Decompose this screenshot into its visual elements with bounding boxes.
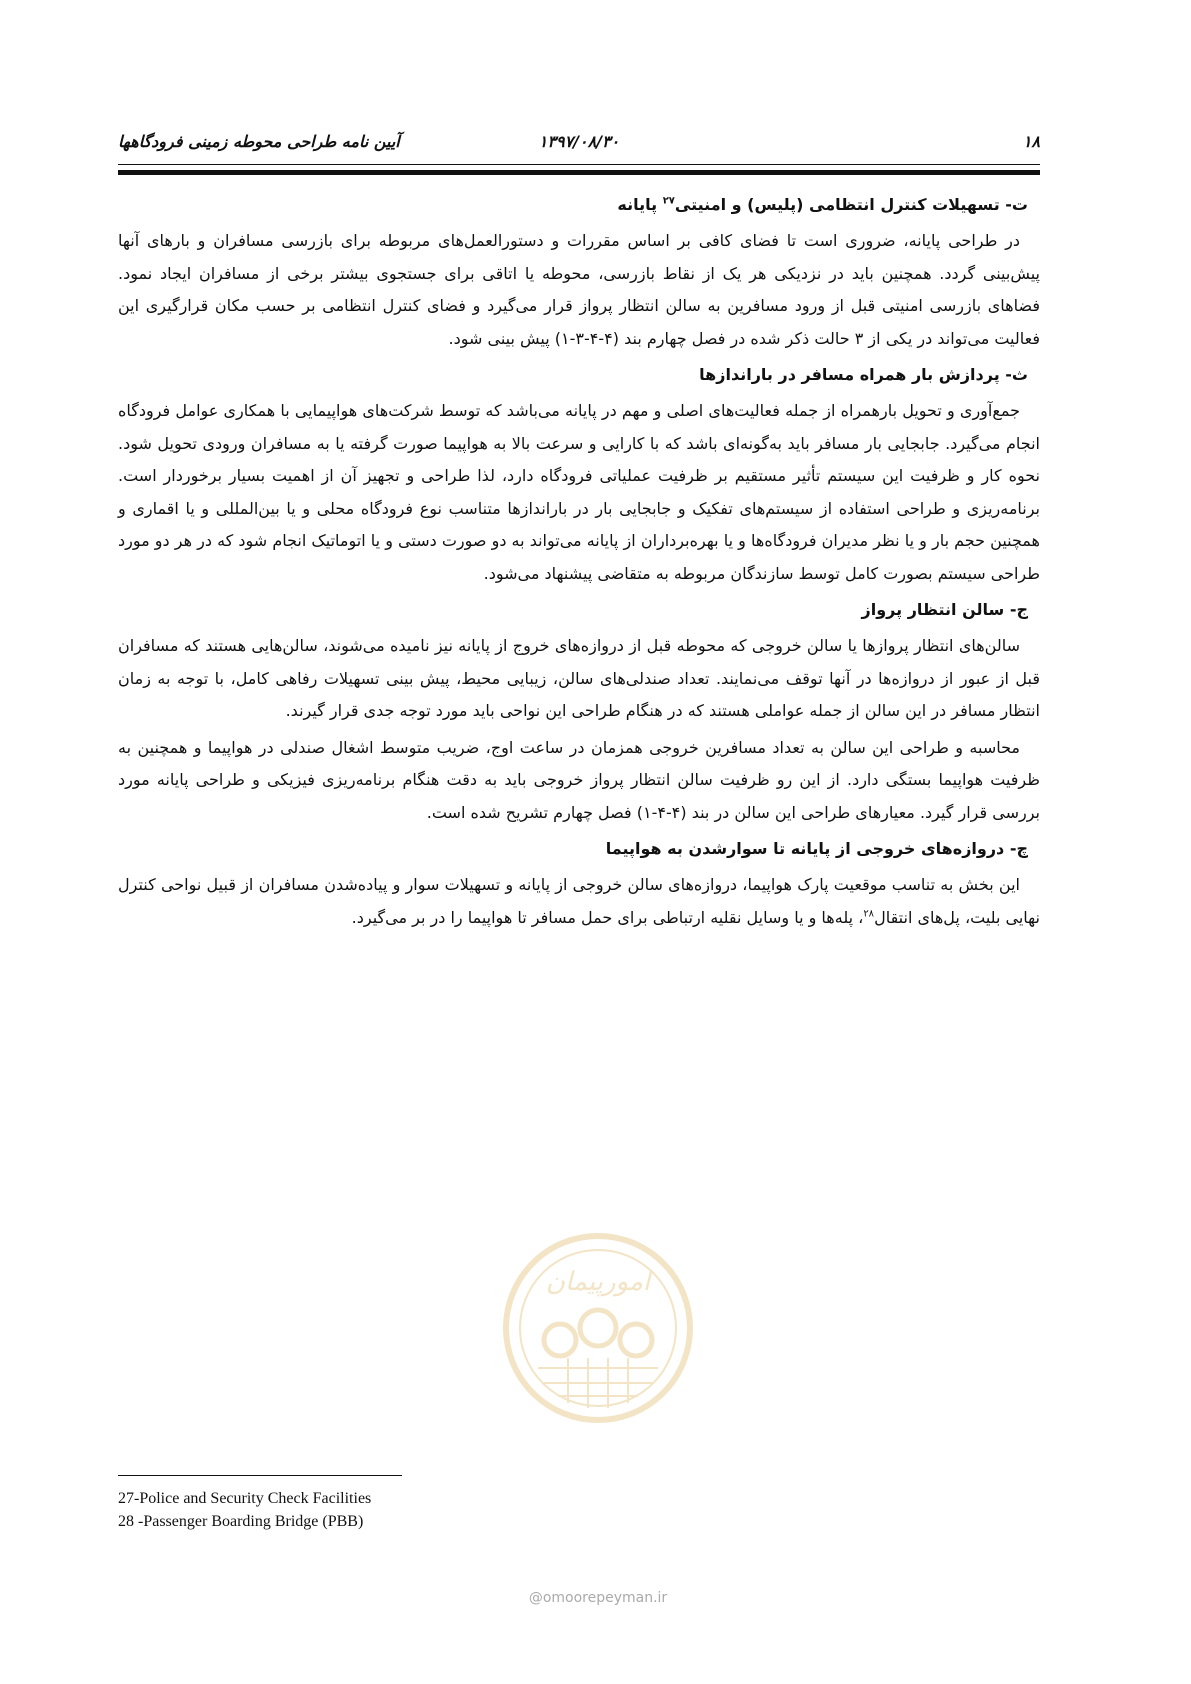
paragraph: این بخش به تناسب موقعیت پارک هواپیما، دروازه‌های سالن خروجی از پایانه و تسهیلات سوار و پیاده‌شدن مسافران از قبیل نواحی کنترل نهایی بلیت، پل‌های انتقال$^{۲۸}$، پله‌ها و یا وسایل نقلیه ارتباطی برای حمل مسافر تا هواپیما را در بر می‌گیرد. [118, 875, 1040, 927]
document-date: ۱۳۹۷/۰۸/۳۰ [538, 132, 620, 151]
header-rule-thick [118, 170, 1040, 175]
footnote-rule [118, 1475, 402, 1476]
watermark-site: @omoorepeyman.ir [528, 1590, 668, 1606]
section-heading: چ- دروازه‌های خروجی از پایانه تا سوارشدن به هواپیما [605, 839, 1028, 858]
footnote: 27-Police and Security Check Facilities [118, 1490, 372, 1507]
watermark-logo-icon [498, 1228, 698, 1428]
footnote-ref: ۲۸ [863, 908, 875, 920]
footnote-ref: ۲۷ [662, 195, 675, 207]
footnote: 28 -Passenger Boarding Bridge (PBB) [118, 1513, 364, 1530]
page-number: ۱۸ [1022, 132, 1040, 151]
header-rule-thin [118, 164, 1040, 165]
body-text [118, 186, 1040, 938]
watermark-logo-text: امورپیمان [545, 1267, 651, 1297]
paragraph: سالن‌های انتظار پروازها یا سالن خروجی که محوطه قبل از دروازه‌های خروج از پایانه نیز نامیده می‌شوند، سالن‌هایی هستند که مسافران قبل از عبور از دروازه‌ها در آنها توقف می‌نمایند. تعداد صندلی‌های سالن، زیبایی محیط، پیش بینی تسهیلات رفاهی کامل، با توجه به زمان انتظار مسافر در این سالن از جمله عواملی هستند که در هنگام طراحی این نواحی باید مورد توجه جدی قرار گیرند. [118, 636, 1040, 720]
footnotes [118, 1487, 678, 1533]
paragraph: جمع‌آوری و تحویل بارهمراه از جمله فعالیت‌های اصلی و مهم در پایانه می‌باشد که توسط شرکت‌های هواپیمایی با همکاری عوامل فرودگاه انجام می‌گیرد. جابجایی بار مسافر باید به‌گونه‌ای باشد که با کارایی و سرعت بالا به هواپیما صورت گرفته یا به مسافران ورودی تحویل شود. نحوه کار و ظرفیت این سیستم تأثیر مستقیم بر ظرفیت عملیاتی فرودگاه دارد، لذا طراحی و تجهیز آن از اهمیت بسیار برخوردار است. برنامه‌ریزی و طراحی استفاده از سیستم‌های تفکیک و جابجایی بار در باراندازها متناسب نوع فرودگاه محلی و یا بین‌المللی و یا اقماری و همچنین حجم بار و یا نظر مدیران فرودگاه‌ها و یا بهره‌برداران از پایانه می‌تواند به دو صورت دستی و یا اتوماتیک انجام شود که در هر دو مورد طراحی سیستم بصورت کامل توسط سازندگان مربوطه به متقاضی پیشنهاد می‌شود. [118, 401, 1040, 583]
section-heading: ج- سالن انتظار پرواز [861, 600, 1028, 619]
paragraph: محاسبه و طراحی این سالن به تعداد مسافرین خروجی همزمان در ساعت اوج، ضریب متوسط اشغال صندلی در هواپیما و همچنین به ظرفیت هواپیما بستگی دارد. از این رو ظرفیت سالن انتظار پرواز خروجی باید به دقت هنگام برنامه‌ریزی فیزیکی و طراحی پایانه مورد بررسی قرار گیرد. معیارهای طراحی این سالن در بند (۴-۴-۱) فصل چهارم تشریح شده است. [118, 737, 1040, 822]
section-heading: ث- پردازش بار همراه مسافر در باراندازها [699, 365, 1028, 384]
paragraph: در طراحی پایانه، ضروری است تا فضای کافی بر اساس مقررات و دستورالعمل‌های مربوطه برای بازرسی مسافران و بارهای آنها پیش‌بینی گردد. همچنین باید در نزدیکی هر یک از نقاط بازرسی، محوطه یا اتاقی برای جستجوی بیشتر برخی از مسافران ایجاد نمود. فضاهای بازرسی امنیتی قبل از ورود مسافرین به سالن انتظار پرواز قرار می‌گیرد و فضای کنترل انتظامی بر حسب مکان قرارگیری این فعالیت می‌تواند در یکی از ۳ حالت ذکر شده در فصل چهارم بند (۴-۴-۳-۱) پیش بینی شود. [118, 231, 1040, 348]
document-title: آیین نامه طراحی محوطه زمینی فرودگاهها [118, 132, 400, 151]
running-header [118, 128, 1040, 162]
section-heading: ت- تسهیلات کنترل انتظامی (پلیس) و امنیتی$^{۲۷}$ پایانه [617, 195, 1028, 214]
